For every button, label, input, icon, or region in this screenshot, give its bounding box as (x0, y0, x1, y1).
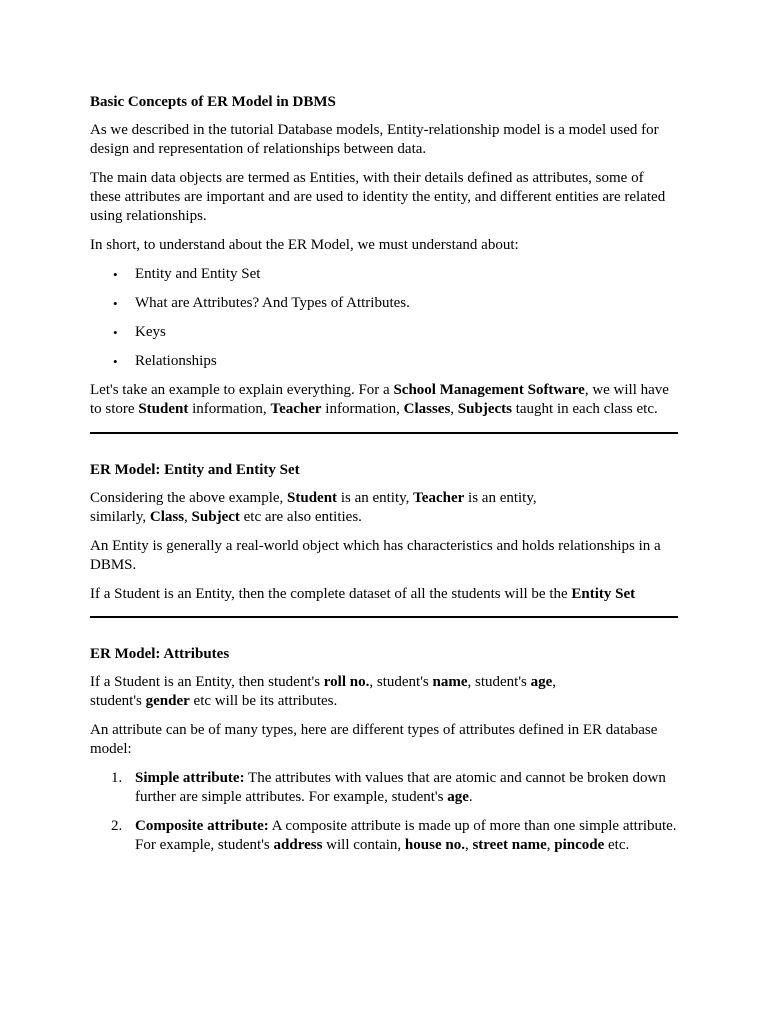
entity-definition-paragraph: An Entity is generally a real-world object which has characteristics and holds relationships in a DBMS. (90, 538, 661, 573)
entity-set-paragraph: If a Student is an Entity, then the complete dataset of all the students will be the Entity Set (90, 586, 636, 602)
section-title-basic-concepts: Basic Concepts of ER Model in DBMS (90, 94, 336, 110)
list-item: • What are Attributes? And Types of Attributes. (135, 294, 678, 313)
entity-example-paragraph: Considering the above example, Student is an entity, Teacher is an entity, similarly, Class, Subject etc are also entities. (90, 490, 537, 525)
intro-paragraph: As we described in the tutorial Database models, Entity-relationship model is a model used for design and representation of relationships between data. (90, 122, 659, 157)
list-item: 2. Composite attribute: A composite attribute is made up of more than one simple attribute. For example, student's address will contain, house no., street name, pincode etc. (111, 818, 677, 853)
attribute-types-paragraph: An attribute can be of many types, here are different types of attributes defined in ER database model: (90, 722, 658, 757)
section-title-attributes: ER Model: Attributes (90, 646, 230, 662)
list-item: 1. Simple attribute: The attributes with values that are atomic and cannot be broken down further are simple attributes. For example, student's age. (111, 770, 666, 805)
list-item: • Keys (135, 323, 678, 342)
list-item: • Relationships (135, 352, 678, 371)
section-divider (90, 432, 678, 434)
list-item: • Entity and Entity Set (135, 265, 678, 284)
entities-paragraph: The main data objects are termed as Entities, with their details defined as attributes, some of these attributes are important and are used to identity the entity, and different entities are related using relationships. (90, 170, 666, 224)
section-divider (90, 616, 678, 618)
attribute-types-list (90, 769, 678, 855)
section-title-entity: ER Model: Entity and Entity Set (90, 462, 300, 478)
understand-paragraph: In short, to understand about the ER Model, we must understand about: (90, 237, 519, 253)
attributes-example-paragraph: If a Student is an Entity, then student's roll no., student's name, student's age, student's gender etc will be its attributes. (90, 674, 557, 709)
example-paragraph: Let's take an example to explain everything. For a School Management Software, we will have to store Student information, Teacher information, Classes, Subjects taught in each class etc. (90, 382, 669, 417)
document-content (90, 93, 678, 865)
topics-list (90, 265, 678, 371)
